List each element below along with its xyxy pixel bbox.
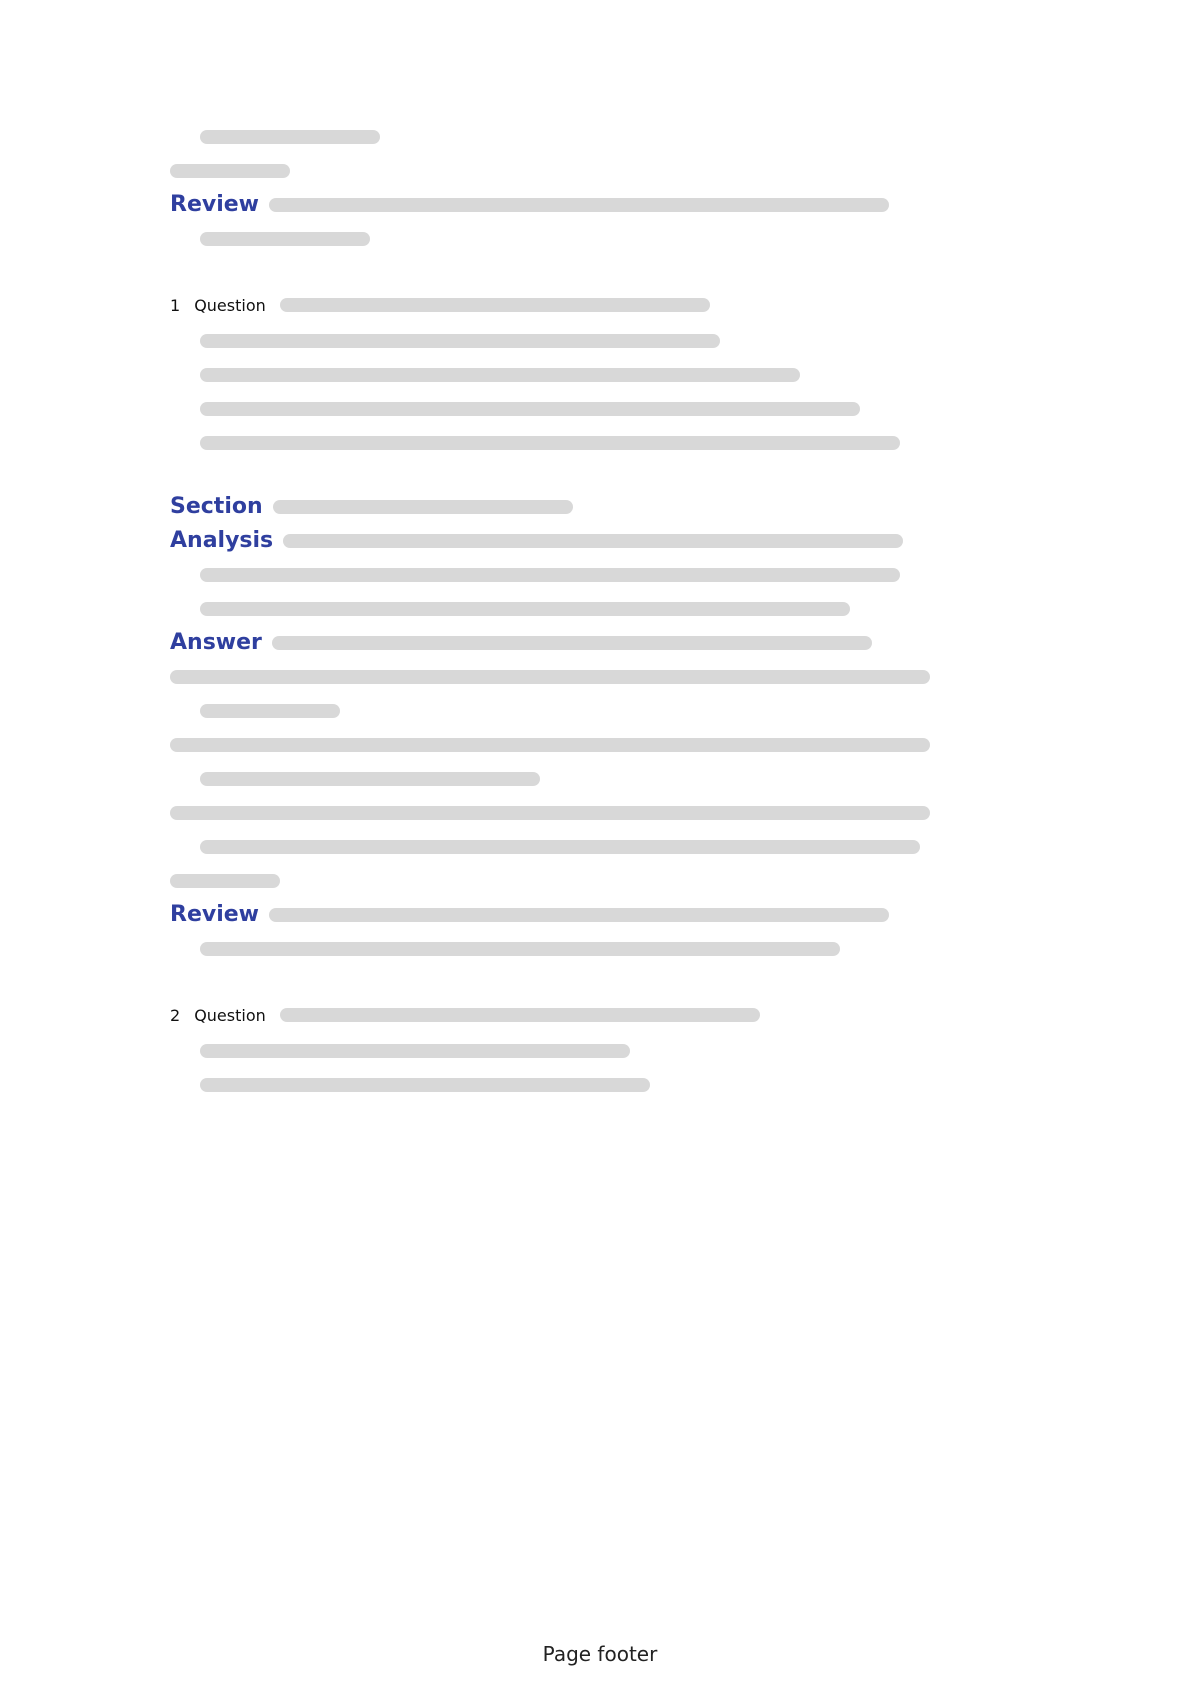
- text-placeholder: [280, 1008, 760, 1022]
- section-label: Analysis: [170, 528, 274, 553]
- review-line: [170, 188, 1030, 222]
- section-label: Answer: [170, 630, 262, 655]
- text-placeholder: [200, 334, 720, 348]
- text-placeholder: [170, 164, 290, 178]
- text-placeholder: [200, 772, 540, 786]
- text-placeholder: [200, 436, 900, 450]
- text-line: [170, 120, 1030, 154]
- text-placeholder: [200, 602, 850, 616]
- section-label: Review: [170, 192, 259, 217]
- section-label: Section: [170, 494, 263, 519]
- text-line: [170, 558, 1030, 592]
- text-placeholder: [200, 840, 920, 854]
- option-line: [170, 426, 1030, 460]
- text-placeholder: [283, 534, 903, 548]
- text-placeholder: [200, 704, 340, 718]
- text-line: [170, 932, 1030, 966]
- question-label: Question: [194, 295, 266, 315]
- question-block: [170, 286, 1030, 460]
- option-line: [170, 392, 1030, 426]
- text-placeholder: [200, 568, 900, 582]
- text-line: [170, 592, 1030, 626]
- analysis-line: [170, 524, 1030, 558]
- review-line: [170, 898, 1030, 932]
- text-placeholder: [170, 670, 930, 684]
- section-label: Review: [170, 902, 259, 927]
- analysis-block: [170, 490, 1030, 966]
- text-line: [170, 694, 1030, 728]
- question-heading: [170, 996, 1030, 1034]
- question-heading: [170, 286, 1030, 324]
- text-placeholder: [200, 402, 860, 416]
- text-line: [170, 660, 1030, 694]
- text-line: [170, 830, 1030, 864]
- text-line: [170, 154, 1030, 188]
- question-label: Question: [194, 1005, 266, 1025]
- question-block: [170, 996, 1030, 1102]
- text-placeholder: [272, 636, 872, 650]
- text-placeholder: [200, 1044, 630, 1058]
- text-line: [170, 864, 1030, 898]
- text-placeholder: [200, 130, 380, 144]
- text-placeholder: [269, 908, 889, 922]
- text-placeholder: [200, 1078, 650, 1092]
- text-line: [170, 762, 1030, 796]
- text-placeholder: [170, 806, 930, 820]
- top-text-block: [170, 120, 1030, 256]
- option-line: [170, 358, 1030, 392]
- text-placeholder: [200, 942, 840, 956]
- text-placeholder: [170, 738, 930, 752]
- text-line: [170, 728, 1030, 762]
- text-line: [170, 796, 1030, 830]
- text-placeholder: [269, 198, 889, 212]
- option-line: [170, 1068, 1030, 1102]
- question-number: 1: [170, 295, 181, 315]
- text-placeholder: [200, 232, 370, 246]
- option-line: [170, 324, 1030, 358]
- text-placeholder: [280, 298, 710, 312]
- text-line: [170, 222, 1030, 256]
- answer-line: [170, 626, 1030, 660]
- option-line: [170, 1034, 1030, 1068]
- text-placeholder: [170, 874, 280, 888]
- question-number: 2: [170, 1005, 181, 1025]
- analysis-line: [170, 490, 1030, 524]
- page-footer: Page footer: [542, 1642, 658, 1666]
- text-placeholder: [273, 500, 573, 514]
- text-placeholder: [200, 368, 800, 382]
